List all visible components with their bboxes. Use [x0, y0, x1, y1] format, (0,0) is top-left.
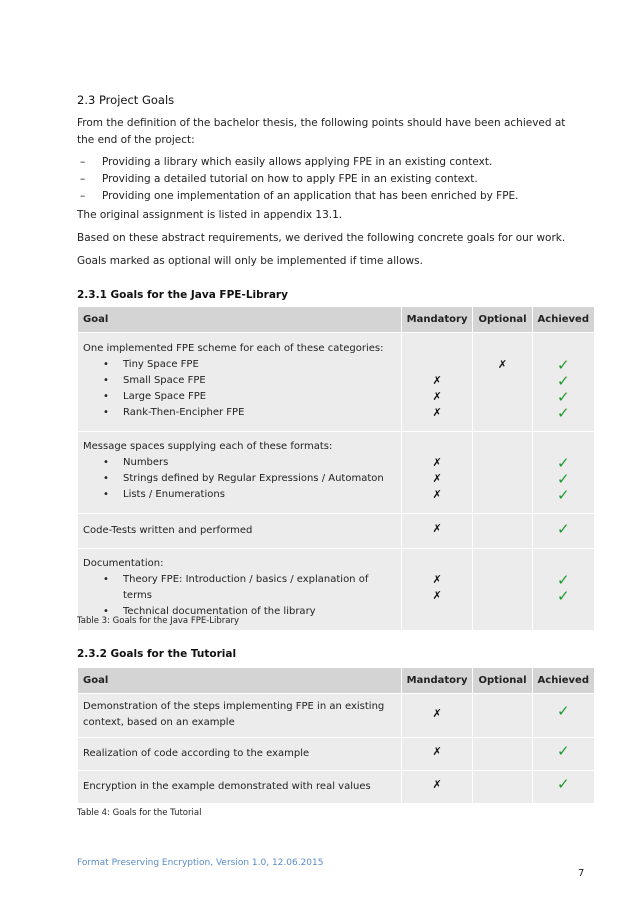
table-row: [78, 738, 595, 771]
cross-icon: ✗: [432, 745, 442, 758]
row-text: Message spaces supplying each of these formats:: [83, 441, 333, 452]
cross-icon: ✗: [432, 589, 442, 602]
table-row: [78, 514, 595, 549]
check-icon: ✓: [556, 742, 570, 760]
row-text: Encryption in the example demonstrated with real values: [78, 771, 402, 804]
list-item: – Providing one implementation of an application that has been enriched by FPE.: [80, 190, 519, 202]
subsection-heading-library: 2.3.1 Goals for the Java FPE-Library: [77, 289, 288, 301]
list-item: • Strings defined by Regular Expressions / Automaton: [103, 473, 384, 484]
list-item: • Rank-Then-Encipher FPE: [103, 407, 245, 418]
check-icon: ✓: [556, 775, 570, 793]
check-icon: ✓: [556, 702, 570, 720]
cross-icon: ✗: [432, 488, 442, 501]
list-item: • Tiny Space FPE: [103, 359, 199, 370]
check-icon: ✓: [556, 587, 570, 605]
cross-icon: ✗: [432, 573, 442, 586]
list-item: – Providing a detailed tutorial on how to apply FPE in an existing context.: [80, 173, 478, 185]
list-item: • Small Space FPE: [103, 375, 206, 386]
table-header-row: [78, 668, 595, 694]
row-text: Demonstration of the steps implementing FPE in an existing context, based on an example: [78, 694, 402, 738]
page-number: 7: [578, 868, 585, 879]
intro-paragraph: From the definition of the bachelor thesis, the following points should have been achieved at the end of the project:: [77, 117, 566, 146]
col-goal: Goal: [78, 668, 402, 694]
row-text: Documentation:: [83, 558, 164, 569]
check-icon: ✓: [556, 388, 570, 406]
page-footer: Format Preserving Encryption, Version 1.0, 12.06.2015: [77, 858, 324, 868]
library-goals-table: [77, 306, 595, 631]
list-item: • Numbers: [103, 457, 169, 468]
check-icon: ✓: [556, 372, 570, 390]
row-text: Realization of code according to the example: [78, 738, 402, 771]
check-icon: ✓: [556, 404, 570, 422]
col-optional: Optional: [473, 307, 532, 333]
table-row: [78, 771, 595, 804]
check-icon: ✓: [556, 571, 570, 589]
cross-icon: ✗: [432, 390, 442, 403]
optional-paragraph: Goals marked as optional will only be implemented if time allows.: [77, 255, 423, 267]
list-item: – Providing a library which easily allows applying FPE in an existing context.: [80, 156, 493, 168]
requirements-paragraph: Based on these abstract requirements, we derived the following concrete goals for our work.: [77, 232, 566, 244]
col-achieved: Achieved: [532, 307, 594, 333]
table-row: [78, 333, 595, 432]
table-header-row: [78, 307, 595, 333]
cross-icon: ✗: [432, 374, 442, 387]
col-achieved: Achieved: [532, 668, 594, 694]
cross-icon: ✗: [432, 522, 442, 535]
cross-icon: ✗: [432, 406, 442, 419]
col-goal: Goal: [78, 307, 402, 333]
table-row: [78, 432, 595, 514]
list-item: • Large Space FPE: [103, 391, 207, 402]
check-icon: ✓: [556, 454, 570, 472]
check-icon: ✓: [556, 486, 570, 504]
row-text: One implemented FPE scheme for each of these categories:: [83, 343, 384, 354]
table-caption: Table 4: Goals for the Tutorial: [77, 808, 202, 818]
cross-icon: ✗: [497, 358, 508, 371]
col-optional: Optional: [473, 668, 532, 694]
table-row: [78, 694, 595, 738]
check-icon: ✓: [556, 520, 570, 538]
table-caption: Table 3: Goals for the Java FPE-Library: [77, 616, 240, 626]
tutorial-goals-table: [77, 667, 595, 804]
check-icon: ✓: [556, 356, 570, 374]
section-heading: 2.3 Project Goals: [77, 93, 175, 107]
list-item: • Technical documentation of the library: [103, 606, 316, 617]
list-item: • Theory FPE: Introduction / basics / explanation of terms: [103, 574, 369, 601]
col-mandatory: Mandatory: [401, 307, 473, 333]
list-item: • Lists / Enumerations: [103, 489, 225, 500]
subsection-heading-tutorial: 2.3.2 Goals for the Tutorial: [77, 648, 237, 660]
cross-icon: ✗: [432, 456, 442, 469]
check-icon: ✓: [556, 470, 570, 488]
cross-icon: ✗: [432, 778, 442, 791]
cross-icon: ✗: [432, 472, 442, 485]
appendix-paragraph: The original assignment is listed in appendix 13.1.: [77, 209, 343, 221]
goals-list: [77, 154, 519, 205]
cross-icon: ✗: [432, 707, 442, 720]
row-text: Code-Tests written and performed: [78, 514, 402, 549]
col-mandatory: Mandatory: [401, 668, 473, 694]
